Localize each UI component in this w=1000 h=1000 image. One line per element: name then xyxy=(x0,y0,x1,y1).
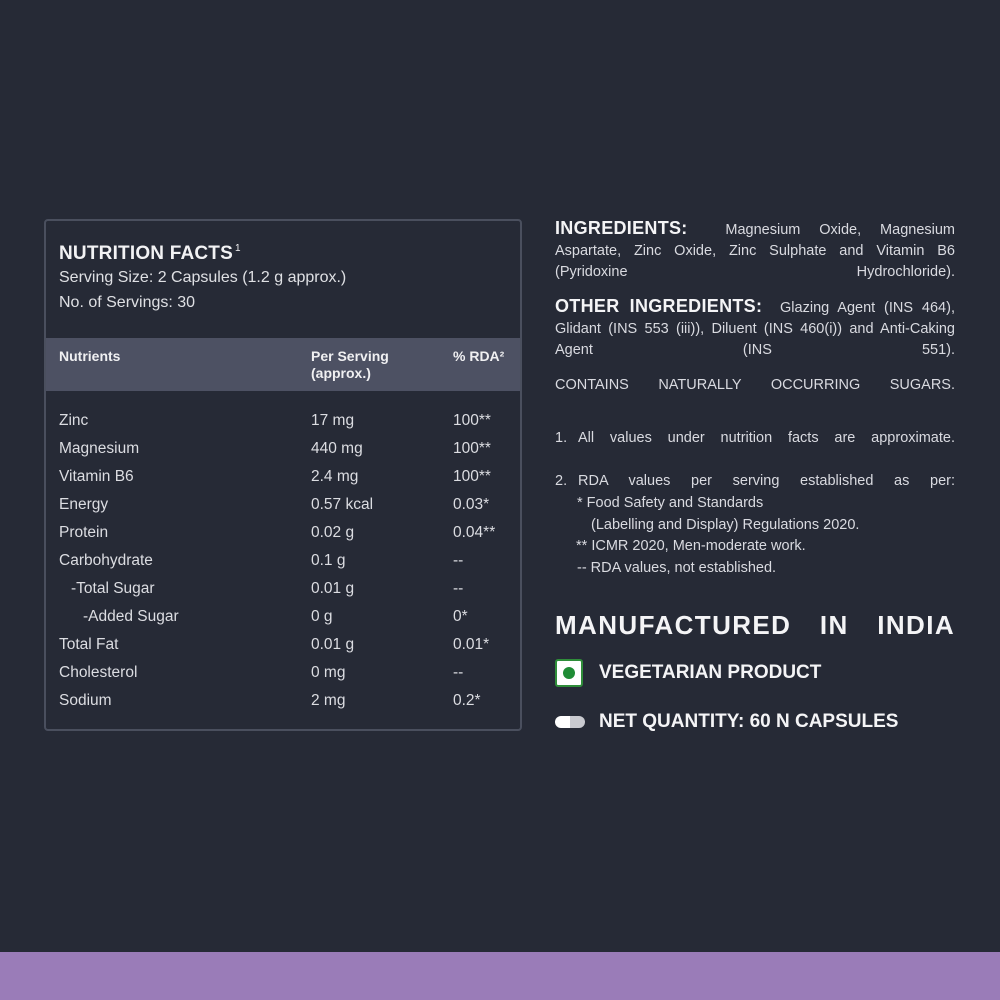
nutrient-rda: 0.03* xyxy=(453,496,490,513)
footer-band xyxy=(0,952,1000,1000)
table-row xyxy=(46,608,520,636)
nutrient-amount: 2 mg xyxy=(311,692,346,709)
nutrient-rda: 100** xyxy=(453,412,491,429)
table-row xyxy=(46,440,520,468)
nutrient-rda: 0.2* xyxy=(453,692,481,709)
nutrient-rda: -- xyxy=(453,580,464,597)
nutrient-name: Total Fat xyxy=(59,636,119,653)
nutrient-name: Carbohydrate xyxy=(59,552,153,569)
capsule-icon xyxy=(555,716,585,728)
nutrient-rda: 0* xyxy=(453,608,468,625)
other-ingredients-label: OTHER INGREDIENTS: xyxy=(555,296,763,316)
footnote-1 xyxy=(555,428,955,450)
nutrient-rda: -- xyxy=(453,552,464,569)
nutrient-name: Magnesium xyxy=(59,440,140,457)
header-rda: % RDA² xyxy=(453,348,505,364)
table-row xyxy=(46,636,520,664)
nutrient-rda: -- xyxy=(453,664,464,681)
serving-size: Serving Size: 2 Capsules (1.2 g approx.) xyxy=(59,269,347,286)
nutrient-rda: 100** xyxy=(453,468,491,485)
table-row xyxy=(46,552,520,580)
footnote-star: * Food Safety and Standards xyxy=(577,495,764,511)
footnote-1-number: 1. xyxy=(555,430,568,446)
nutrient-name: Energy xyxy=(59,496,109,513)
ingredients-block xyxy=(555,218,955,283)
nutrient-amount: 0 mg xyxy=(311,664,346,681)
footnote-2-text: RDA values per serving established as per: xyxy=(578,473,955,489)
nutrient-name: Sodium xyxy=(59,692,112,709)
nutrient-amount: 0 g xyxy=(311,608,333,625)
table-row xyxy=(46,496,520,524)
table-row xyxy=(46,468,520,496)
footnote-1-text: All values under nutrition facts are approximate. xyxy=(578,430,955,446)
footnote-double-star: ** ICMR 2020, Men-moderate work. xyxy=(576,538,806,554)
nutrient-name: Zinc xyxy=(59,412,89,429)
ingredients-label: INGREDIENTS: xyxy=(555,218,688,238)
footnote-2-details xyxy=(577,493,957,579)
nutrient-name: -Total Sugar xyxy=(71,580,155,597)
net-quantity: NET QUANTITY: 60 N CAPSULES xyxy=(599,711,899,732)
manufactured-in-india: MANUFACTURED IN INDIA xyxy=(555,610,955,640)
nutrient-amount: 17 mg xyxy=(311,412,355,429)
header-nutrients: Nutrients xyxy=(59,348,121,364)
nutrient-amount: 440 mg xyxy=(311,440,363,457)
nutrition-facts-title: NUTRITION FACTS $^1$ xyxy=(59,243,241,264)
table-row xyxy=(46,692,520,720)
nutrient-name: -Added Sugar xyxy=(83,608,179,625)
nutrient-amount: 0.01 g xyxy=(311,580,355,597)
nutrient-amount: 0.1 g xyxy=(311,552,346,569)
sugar-note: CONTAINS NATURALLY OCCURRING SUGARS. xyxy=(555,377,955,393)
footnote-2 xyxy=(555,471,955,493)
title-footnote-mark: 1 xyxy=(235,243,241,254)
servings-count: No. of Servings: 30 xyxy=(59,294,196,311)
vegetarian-label: VEGETARIAN PRODUCT xyxy=(599,662,822,683)
vegetarian-mark-icon xyxy=(555,659,583,687)
table-row xyxy=(46,412,520,440)
table-header xyxy=(46,338,520,391)
nutrient-rda: 100** xyxy=(453,440,491,457)
nutrient-amount: 0.02 g xyxy=(311,524,355,541)
footnote-dash: -- RDA values, not established. xyxy=(577,559,777,576)
nutrient-amount: 0.01 g xyxy=(311,636,355,653)
table-row xyxy=(46,664,520,692)
nutrient-name: Vitamin B6 xyxy=(59,468,134,485)
table-row xyxy=(46,580,520,608)
nutrient-amount: 0.57 kcal xyxy=(311,496,374,513)
header-per-serving: Per Serving (approx.) xyxy=(311,348,389,381)
footnote-star-continued: (Labelling and Display) Regulations 2020. xyxy=(591,516,860,533)
table-row xyxy=(46,524,520,552)
nutrient-name: Cholesterol xyxy=(59,664,138,681)
nutrition-facts-panel xyxy=(44,219,522,731)
nutrient-rda: 0.04** xyxy=(453,524,496,541)
nutrient-amount: 2.4 mg xyxy=(311,468,359,485)
nutrient-rda: 0.01* xyxy=(453,636,490,653)
nutrient-name: Protein xyxy=(59,524,109,541)
other-ingredients-block xyxy=(555,296,955,361)
ingredients-text: Magnesium Oxide, Magnesium Aspartate, Zinc Oxide, Zinc Sulphate and Vitamin B6 (Pyridoxine Hydrochloride). xyxy=(555,222,955,280)
other-ingredients-text: Glazing Agent (INS 464), Glidant (INS 553 (iii)), Diluent (INS 460(i)) and Anti-Caking Agent (INS 551). xyxy=(555,300,955,358)
footnote-2-number: 2. xyxy=(555,473,568,489)
